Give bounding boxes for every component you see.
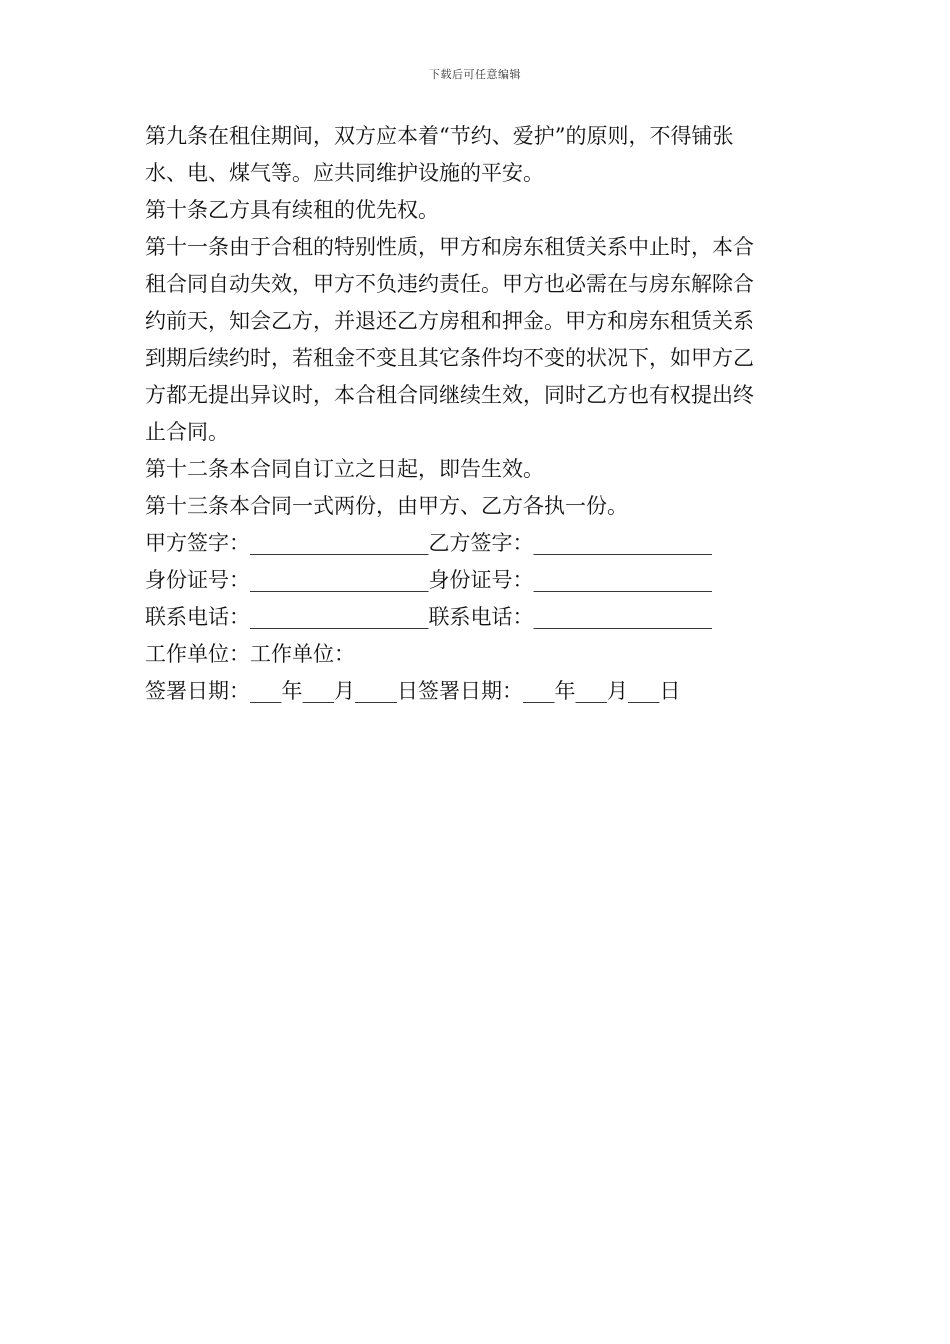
page-header: 下载后可任意编辑 (429, 68, 521, 81)
clause-11-line-1: 第十一条由于合租的特别性质，甲方和房东租赁关系中止时，本合 (145, 235, 754, 259)
phone-line: 联系电话：_________________联系电话：_________________ (145, 605, 712, 629)
id-number-line: 身份证号：_________________身份证号：_________________ (145, 568, 712, 592)
signature-line: 甲方签字：_________________乙方签字：_________________ (145, 531, 712, 555)
clause-9-line-2: 水、电、煤气等。应共同维护设施的平安。 (145, 161, 544, 185)
document-body (145, 118, 810, 710)
work-unit-line: 工作单位：工作单位： (145, 642, 355, 666)
clause-11-line-3: 约前天，知会乙方，并退还乙方房租和押金。甲方和房东租赁关系 (145, 309, 754, 333)
clause-11-line-5: 方都无提出异议时，本合租合同继续生效，同时乙方也有权提出终 (145, 383, 754, 407)
signing-date-line: 签署日期：___年___月____日签署日期：___年___月___日 (145, 679, 681, 703)
clause-11-line-6: 止合同。 (145, 420, 229, 444)
clause-9-line-1: 第九条在租住期间，双方应本着“节约、爱护”的原则，不得铺张 (145, 124, 734, 148)
clause-11-line-4: 到期后续约时，若租金不变且其它条件均不变的状况下，如甲方乙 (145, 346, 754, 370)
clause-10: 第十条乙方具有续租的优先权。 (145, 198, 439, 222)
clause-12: 第十二条本合同自订立之日起，即告生效。 (145, 457, 544, 481)
clause-11-line-2: 租合同自动失效，甲方不负违约责任。甲方也必需在与房东解除合 (145, 272, 754, 296)
clause-13: 第十三条本合同一式两份，由甲方、乙方各执一份。 (145, 494, 628, 518)
